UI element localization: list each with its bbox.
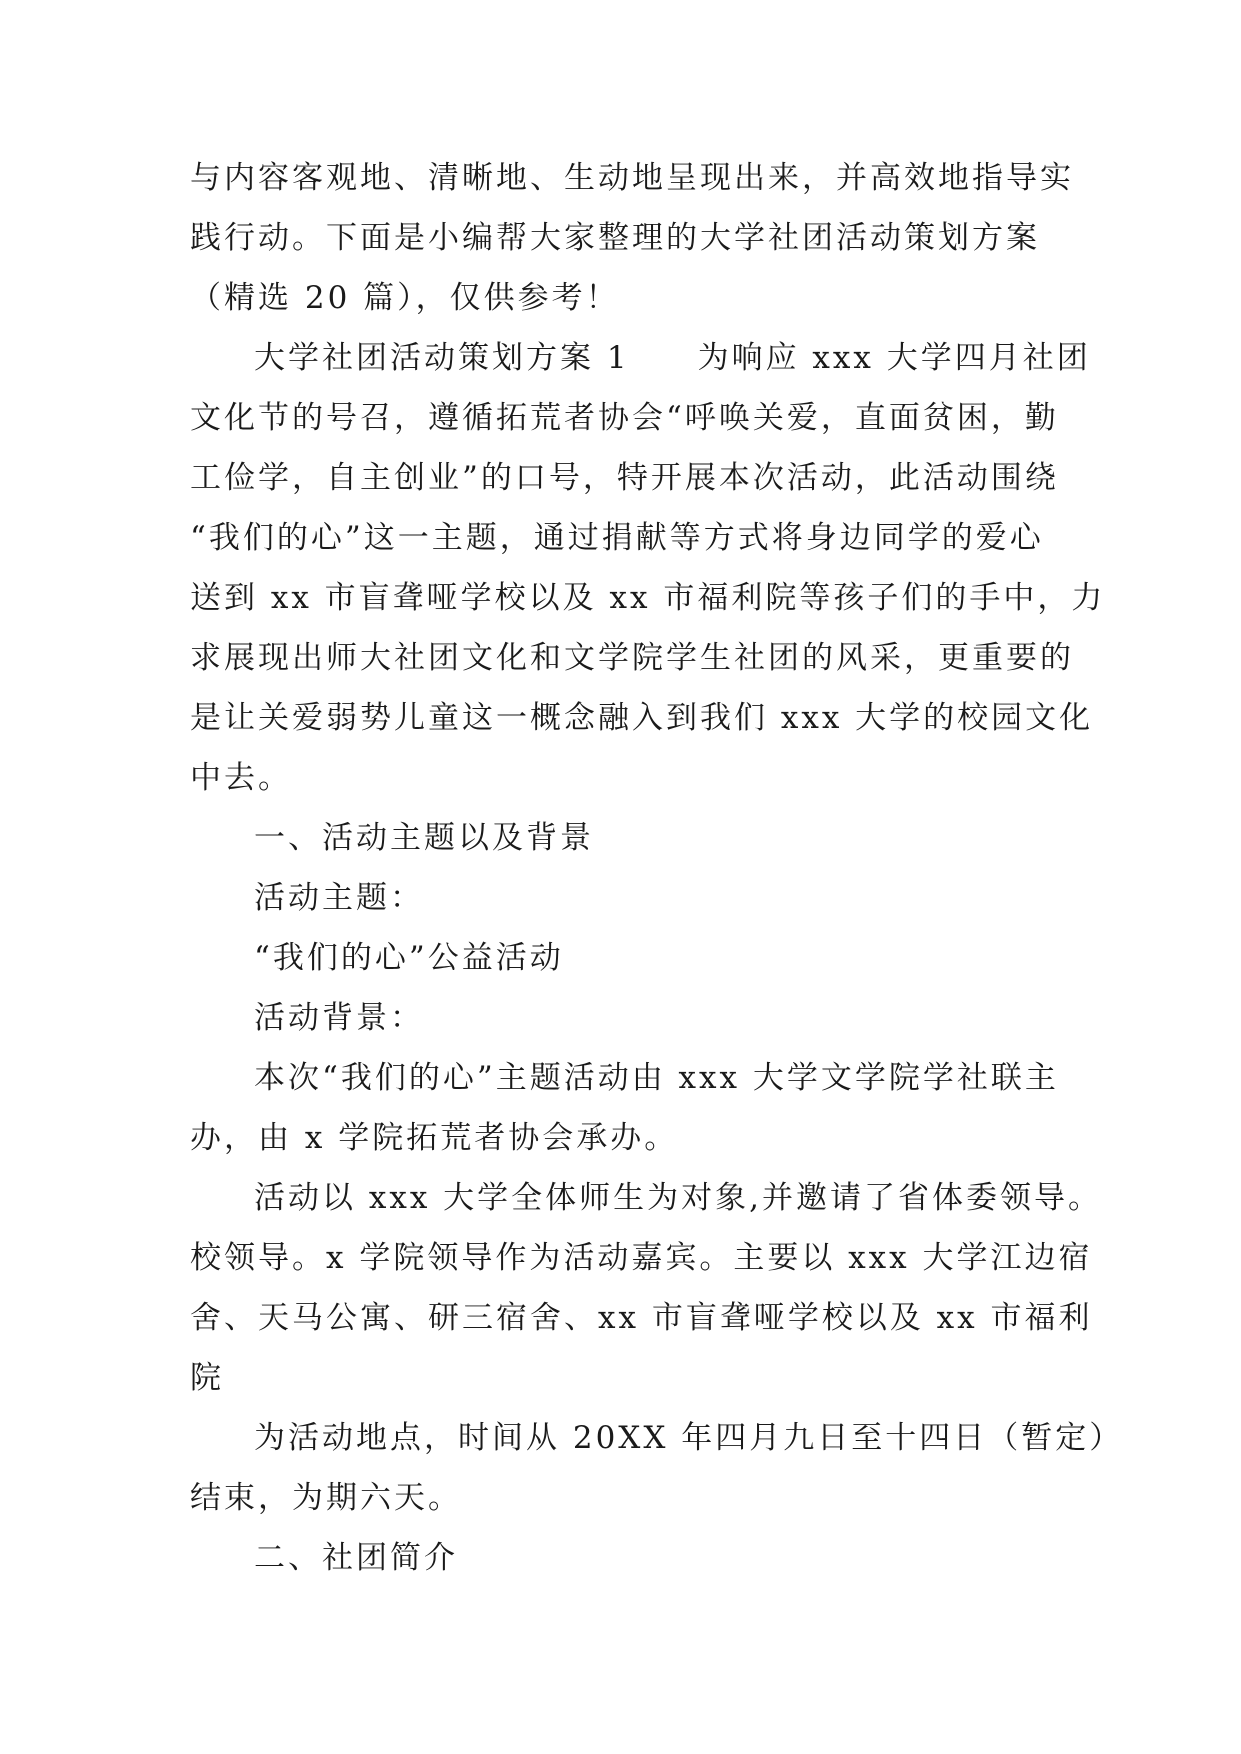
paragraph-background-2: [190, 1168, 1103, 1408]
text-line: 为活动地点，时间从 20XX 年四月九日至十四日（暂定）: [254, 1420, 1124, 1456]
paragraph-intro: [190, 148, 1074, 328]
text-line: 工俭学，自主创业”的口号，特开展本次活动，此活动围绕: [190, 460, 1059, 496]
text-line: 践行动。下面是小编帮大家整理的大学社团活动策划方案: [190, 220, 1040, 256]
paragraph-plan-1: [190, 328, 1106, 808]
paragraph-background-1: [190, 1048, 1059, 1168]
text-line: 求展现出师大社团文化和文学院学生社团的风采，更重要的: [190, 640, 1074, 676]
text-line: 活动主题：: [254, 880, 424, 916]
text-line: 是让关爱弱势儿童这一概念融入到我们 xxx 大学的校园文化: [190, 700, 1094, 736]
text-line: 送到 xx 市盲聋哑学校以及 xx 市福利院等孩子们的手中，力: [190, 580, 1106, 616]
text-line: 结束，为期六天。: [190, 1480, 462, 1516]
text-line: 二、社团简介: [254, 1540, 458, 1576]
text-line: 办，由 x 学院拓荒者协会承办。: [190, 1120, 679, 1156]
section-heading-2: [190, 1528, 1050, 1588]
text-line: 大学社团活动策划方案 1 为响应 xxx 大学四月社团: [254, 340, 1091, 376]
text-line: （精选 20 篇），仅供参考！: [190, 280, 620, 316]
paragraph-background-3: [190, 1408, 1124, 1528]
theme-value: [190, 928, 1050, 988]
text-line: 活动以 xxx 大学全体师生为对象,并邀请了省体委领导。: [254, 1180, 1103, 1216]
text-line: 文化节的号召，遵循拓荒者协会“呼唤关爱，直面贫困，勤: [190, 400, 1059, 436]
text-line: 院: [190, 1360, 224, 1396]
text-line: 与内容客观地、清晰地、生动地呈现出来，并高效地指导实: [190, 160, 1074, 196]
text-line: 中去。: [190, 760, 292, 796]
theme-label: [190, 868, 1050, 928]
text-line: 校领导。x 学院领导作为活动嘉宾。主要以 xxx 大学江边宿: [190, 1240, 1093, 1276]
text-line: “我们的心”公益活动: [254, 940, 564, 976]
text-line: 本次“我们的心”主题活动由 xxx 大学文学院学社联主: [254, 1060, 1059, 1096]
text-line: 舍、天马公寓、研三宿舍、xx 市盲聋哑学校以及 xx 市福利: [190, 1300, 1093, 1336]
text-line: 活动背景：: [254, 1000, 424, 1036]
text-line: 一、活动主题以及背景: [254, 820, 594, 856]
background-label: [190, 988, 1050, 1048]
document-page: [190, 148, 1124, 1588]
text-line: “我们的心”这一主题，通过捐献等方式将身边同学的爱心: [190, 520, 1044, 556]
section-heading-1: [190, 808, 1050, 868]
